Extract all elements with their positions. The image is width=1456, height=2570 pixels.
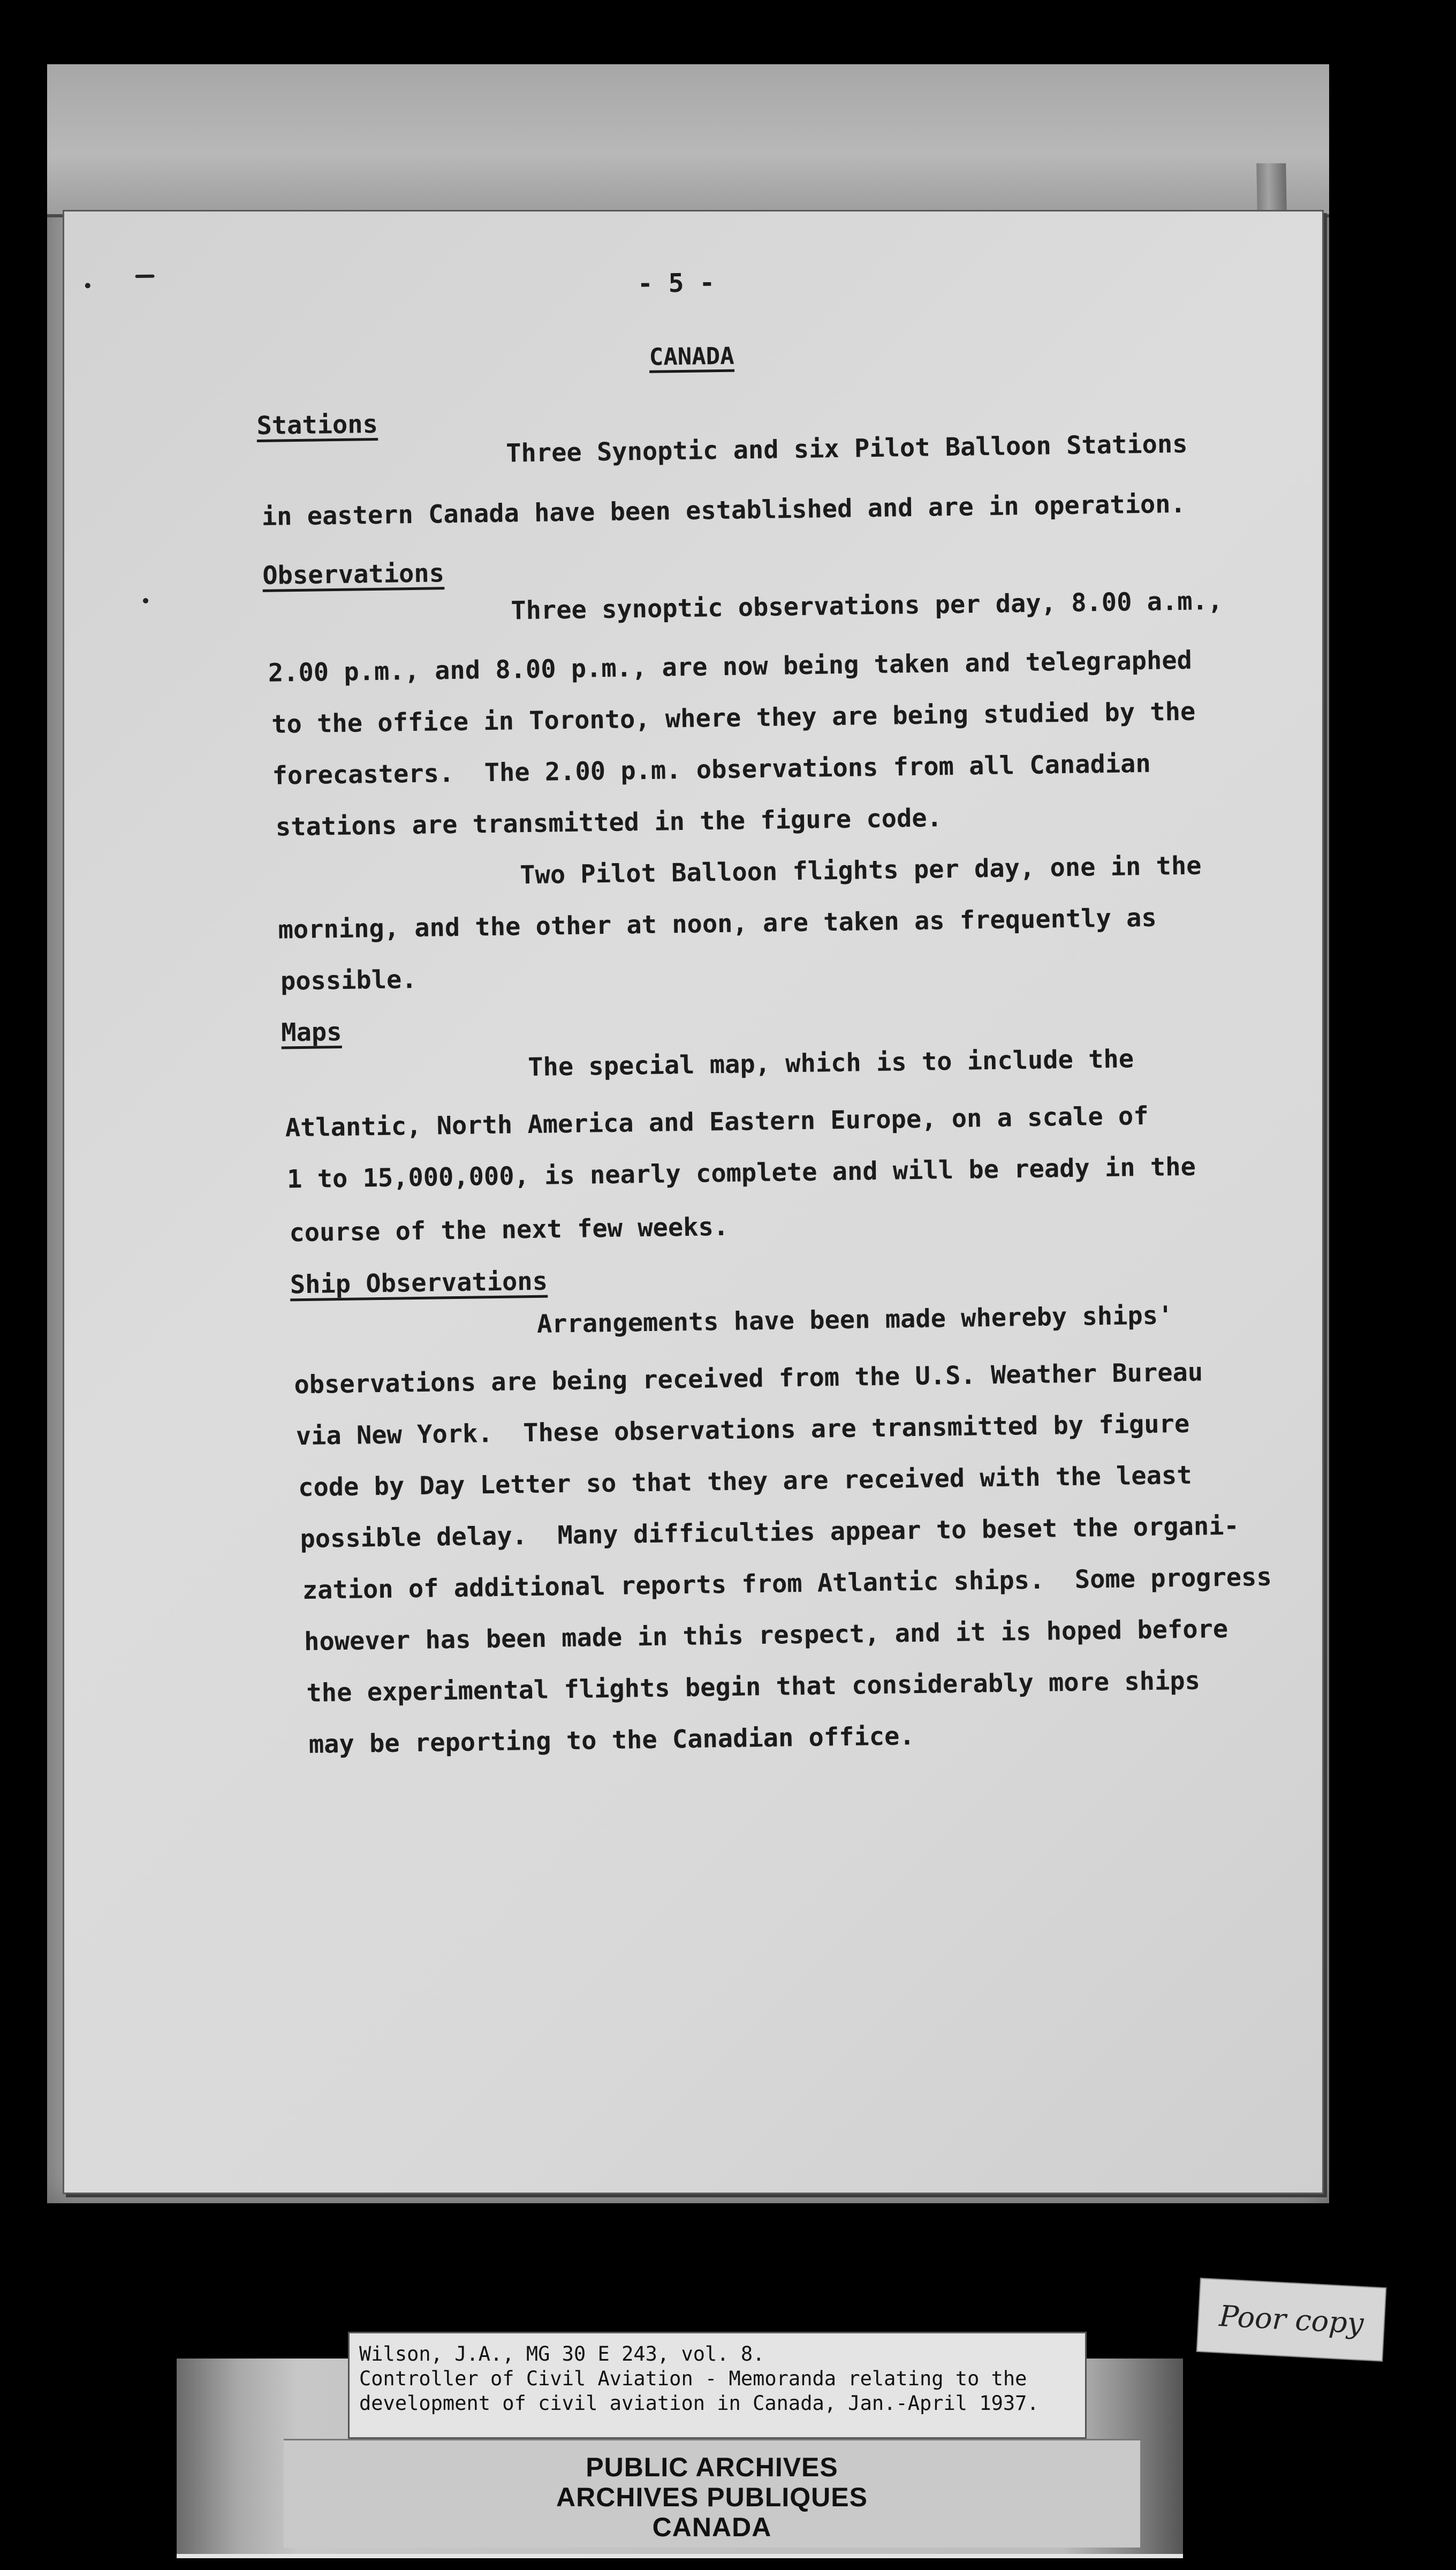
text-line: Two Pilot Balloon flights per day, one in the: [519, 851, 1202, 890]
film-edge: [177, 2554, 1183, 2558]
text-line: the experimental flights begin that considerably more ships: [306, 1666, 1201, 1708]
page-number: - 5 -: [637, 268, 715, 299]
section-heading-observations: Observations: [262, 558, 445, 591]
text-line: via New York. These observations are transmitted by figure: [295, 1409, 1190, 1452]
text-line: Arrangements have been made whereby ships': [536, 1301, 1173, 1339]
text-line: possible.: [280, 964, 418, 996]
text-line: to the office in Toronto, where they are being studied by the: [271, 697, 1196, 739]
label-line: Controller of Civil Aviation - Memoranda relating to the: [359, 2367, 1027, 2390]
text-line: The special map, which is to include the: [527, 1044, 1134, 1083]
section-heading-ship-observations: Ship Observations: [290, 1266, 548, 1300]
text-line: possible delay. Many difficulties appear to beset the organi-: [300, 1511, 1240, 1554]
text-line: course of the next few weeks.: [289, 1212, 729, 1248]
text-line: stations are transmitted in the figure code.: [275, 803, 943, 842]
handwritten-note: Poor copy: [1197, 2279, 1386, 2361]
dust-speck: [135, 275, 155, 278]
text-line: 2.00 p.m., and 8.00 p.m., are now being taken and telegraphed: [268, 645, 1193, 688]
stamp-line: PUBLIC ARCHIVES: [586, 2452, 838, 2482]
section-heading-maps: Maps: [280, 1017, 342, 1048]
text-line: 1 to 15,000,000, is nearly complete and will be ready in the: [286, 1152, 1196, 1195]
document-title: CANADA: [649, 342, 735, 371]
text-line: may be reporting to the Canadian office.: [308, 1721, 915, 1759]
dust-speck: [85, 283, 90, 288]
text-line: morning, and the other at noon, are taken as frequently as: [278, 903, 1157, 945]
section-heading-stations: Stations: [256, 409, 378, 441]
dust-speck: [143, 598, 148, 603]
text-line: code by Day Letter so that they are received with the least: [298, 1460, 1192, 1503]
text-line: Atlantic, North America and Eastern Europe, on a scale of: [285, 1101, 1149, 1143]
text-line: forecasters. The 2.00 p.m. observations from all Canadian: [272, 749, 1151, 791]
text-line: Three synoptic observations per day, 8.00 a.m.,: [510, 586, 1223, 626]
stamp-line: CANADA: [652, 2512, 772, 2542]
text-line: however has been made in this respect, and it is hoped before: [304, 1614, 1228, 1657]
text-line: Three Synoptic and six Pilot Balloon Stations: [505, 429, 1188, 468]
text-line: in eastern Canada have been established and are in operation.: [261, 489, 1186, 532]
label-line: development of civil aviation in Canada, Jan.-April 1937.: [359, 2392, 1039, 2415]
stamp-line: ARCHIVES PUBLIQUES: [556, 2482, 868, 2512]
archive-stamp: [284, 2452, 1140, 2542]
label-line: Wilson, J.A., MG 30 E 243, vol. 8.: [359, 2342, 765, 2365]
text-line: zation of additional reports from Atlantic ships. Some progress: [302, 1562, 1272, 1606]
archive-label: [348, 2332, 1087, 2439]
text-line: observations are being received from the U.S. Weather Bureau: [294, 1357, 1203, 1400]
